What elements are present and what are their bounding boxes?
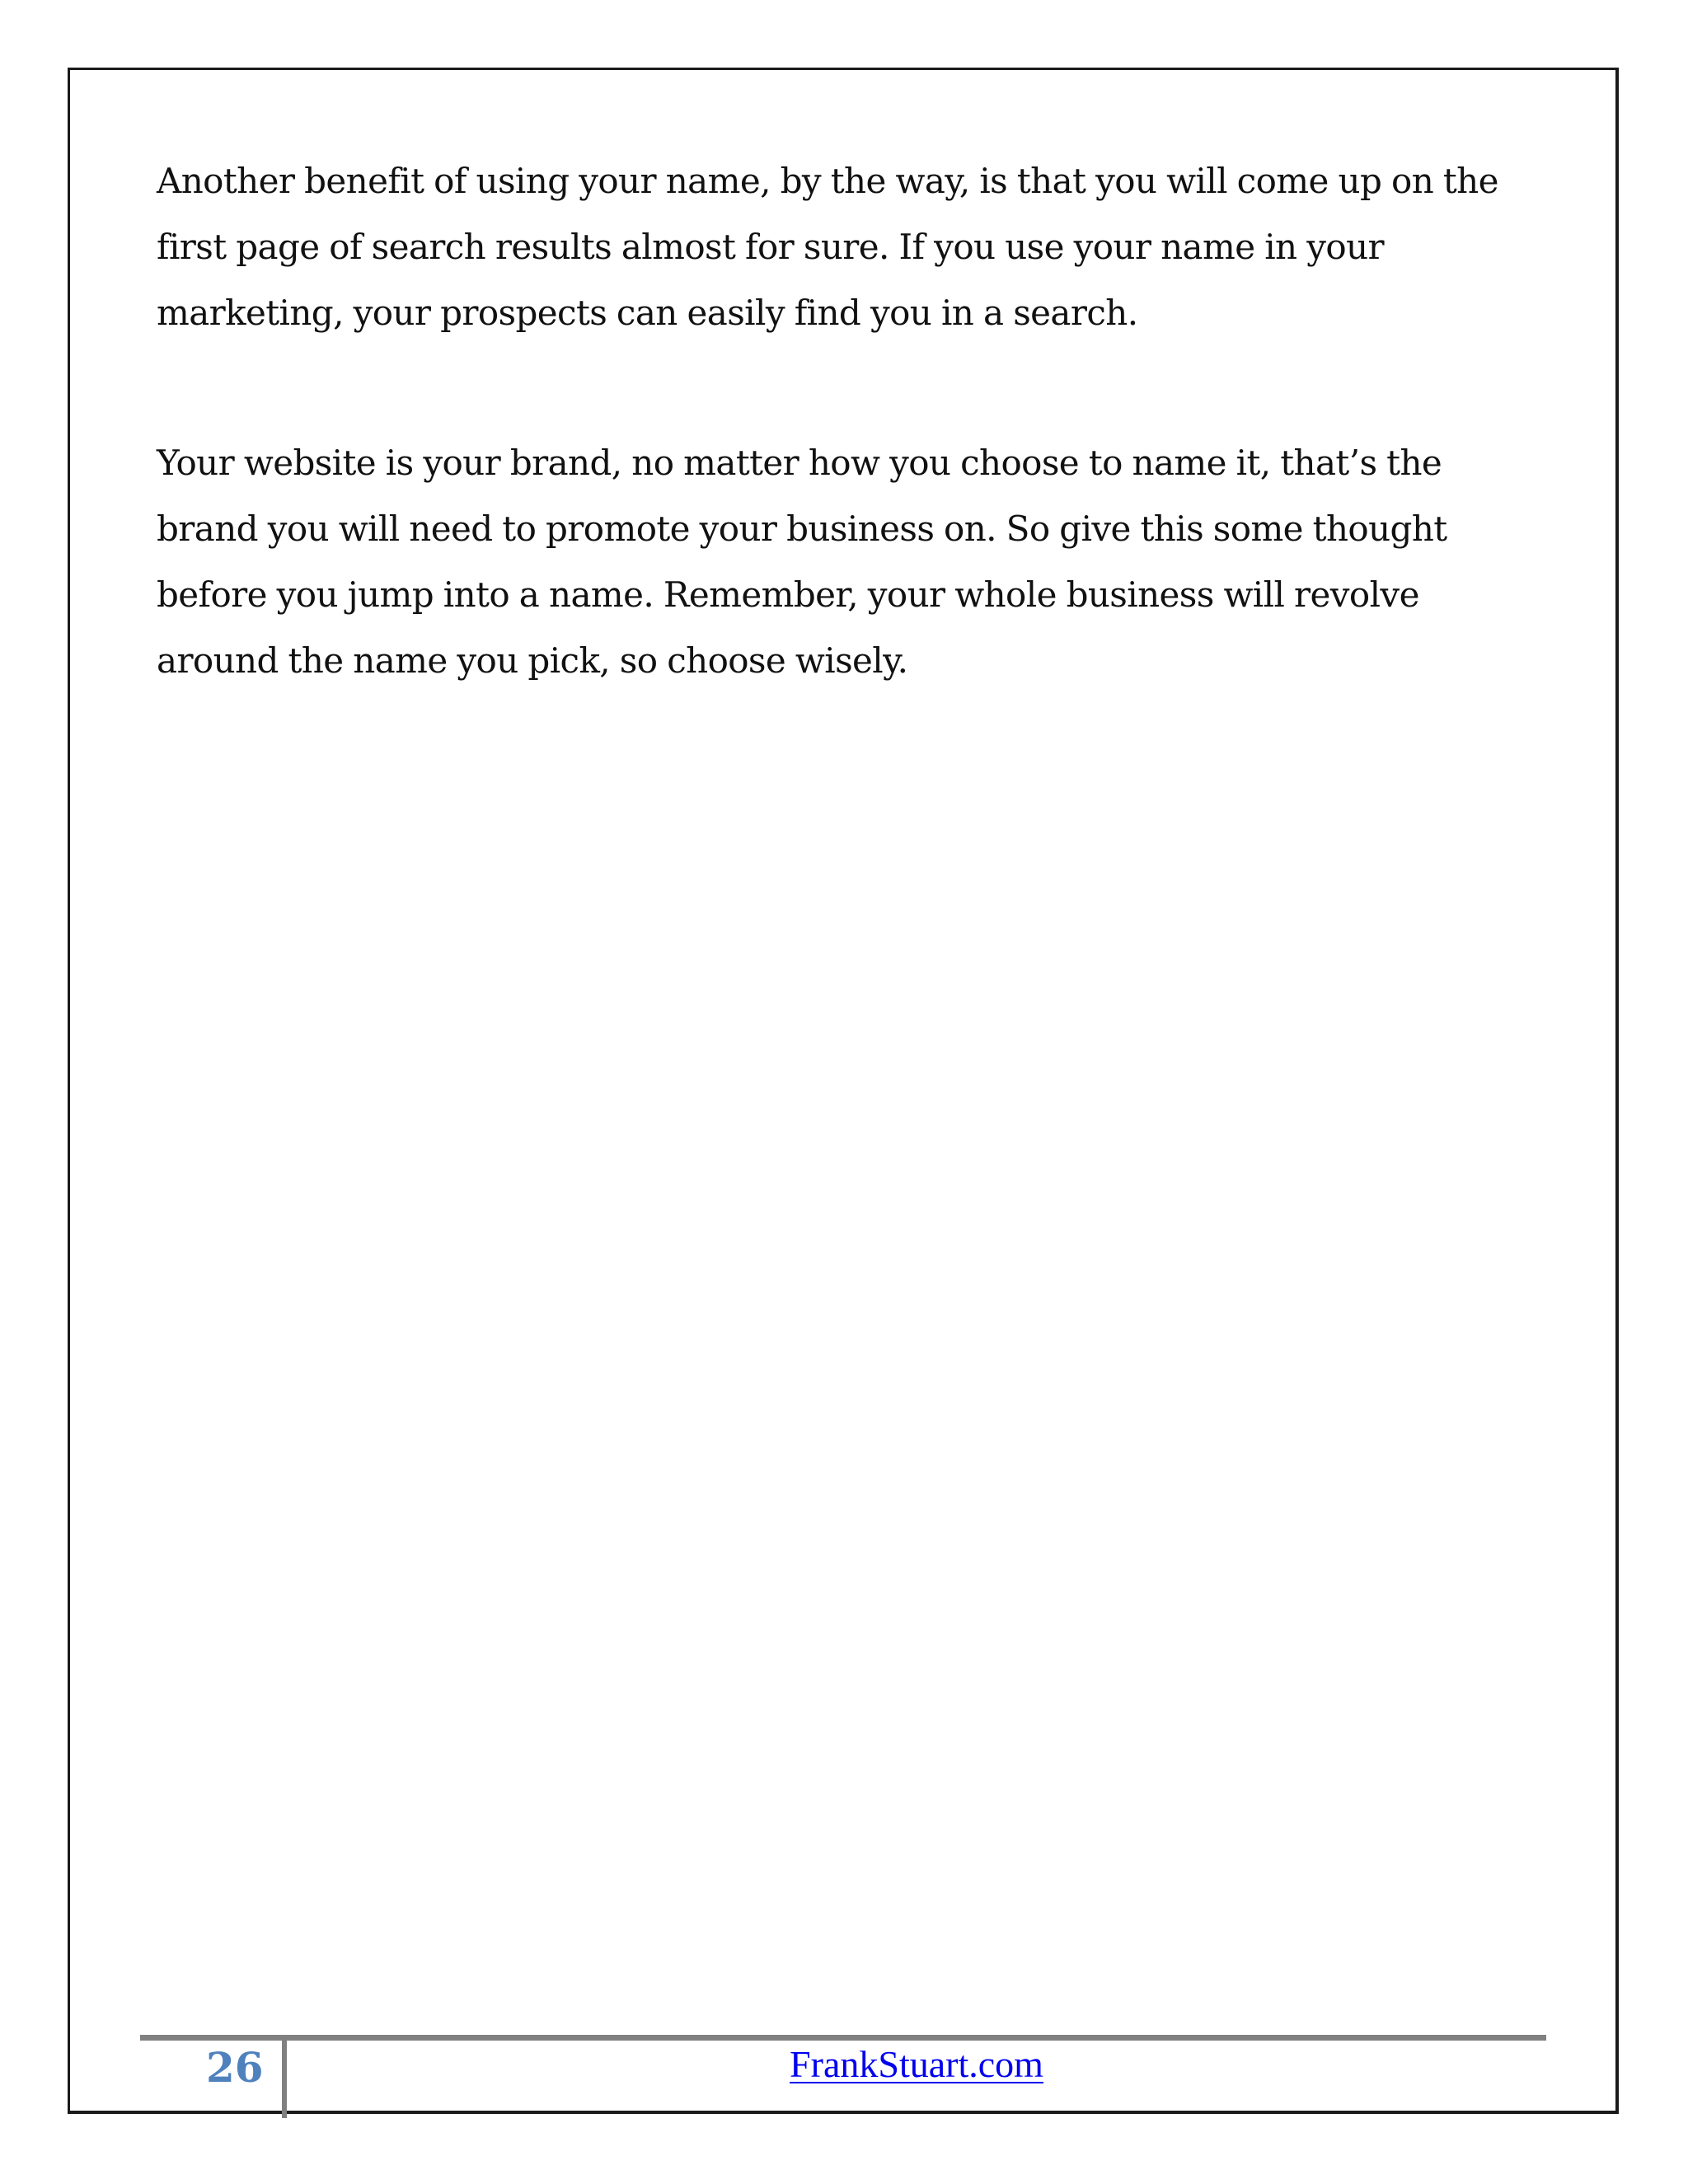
page-content: [157, 148, 1541, 778]
paragraph: Another benefit of using your name, by the way, is that you will come up on the first page of search results almost for sure. If you use your name in your marketing, your prospects can easily find you in a search.: [157, 161, 1498, 333]
page-number: 26: [206, 2043, 264, 2092]
paragraph: Your website is your brand, no matter how you choose to name it, that’s the brand you will need to promote your business on. So give this some thought before you jump into a name. Remember, your whole business will revolve around the name you pick, so choose wisely.: [157, 443, 1447, 681]
footer-site-link[interactable]: FrankStuart.com: [790, 2043, 1043, 2085]
